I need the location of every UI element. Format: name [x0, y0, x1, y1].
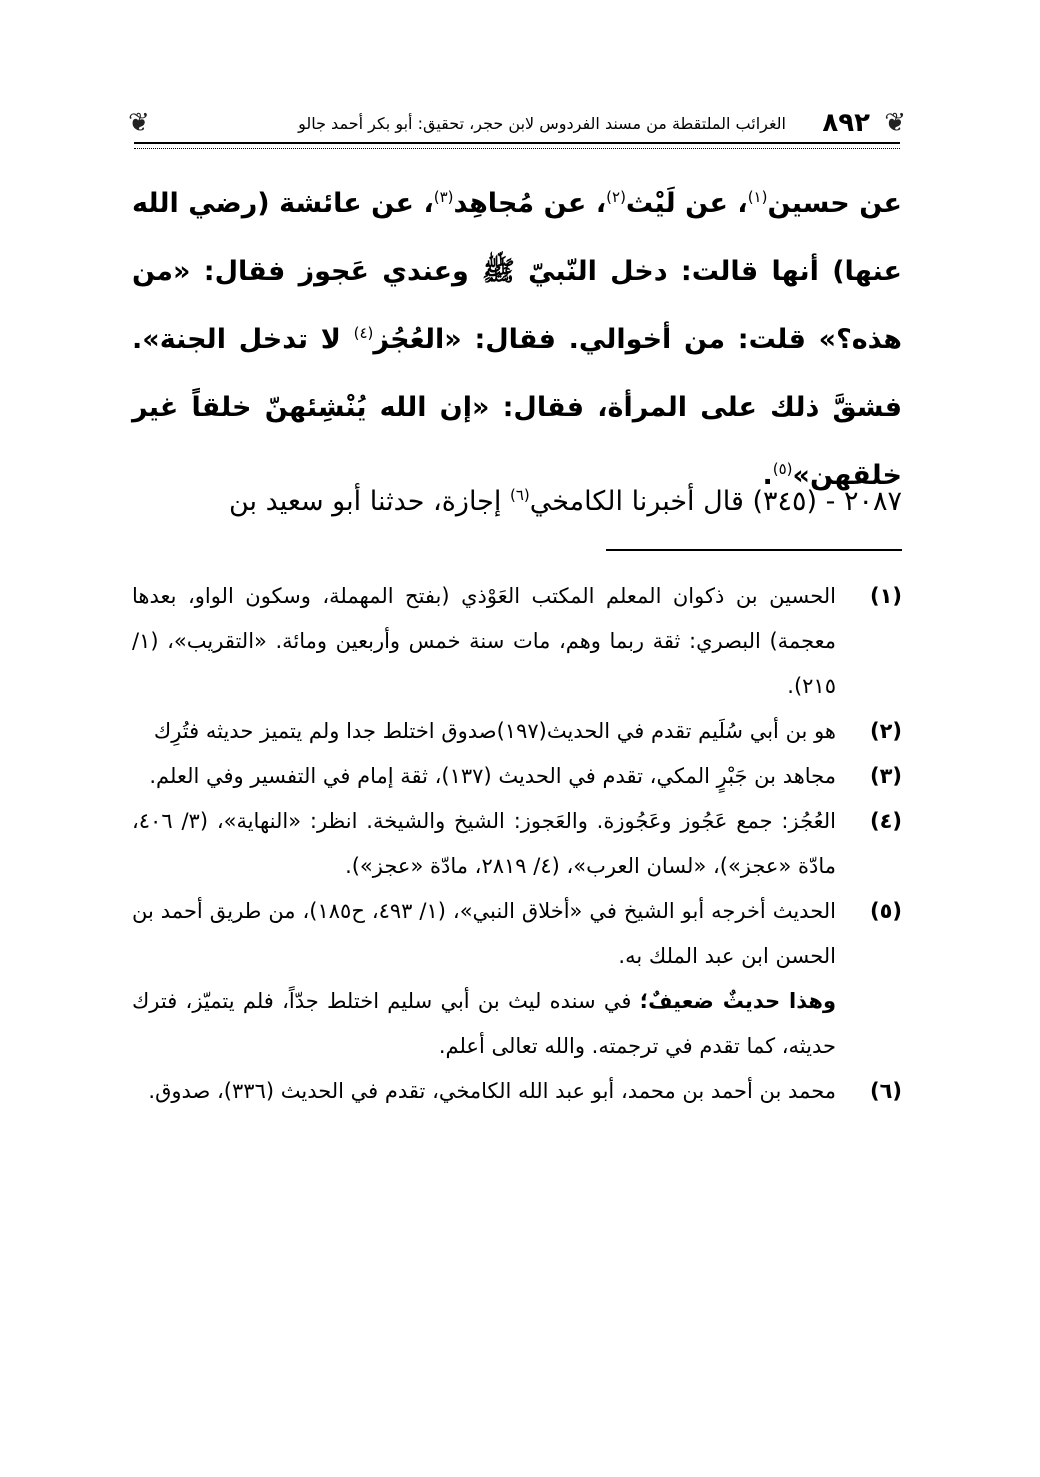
footnote-ref[interactable]: (٣) — [433, 188, 454, 206]
main-text-part: ، عن عائشة (رضي الله عنها) أنها قالت: دخل النّبيّ ﷺ وعندي عَجوز فقال: «من هذه؟» قلت: من أخوالي. فقال: «العُجُز — [132, 188, 902, 355]
main-text-part: عن حسين — [767, 188, 902, 219]
footnote-ref[interactable]: (١) — [747, 188, 768, 206]
page-number: ٨٩٢ — [822, 108, 870, 138]
header-rule — [134, 142, 900, 149]
footnote-number: (٦) — [869, 1079, 902, 1103]
footnote-ref[interactable]: (٦) — [509, 486, 530, 504]
footnote — [132, 754, 902, 799]
footnote-text: الحسين بن ذكوان المعلم المكتب العَوْذي (بفتح المهملة، وسكون الواو، بعدها معجمة) البصري: ثقة ربما وهم، مات سنة خمس وأربعين ومائة. «التقريب»، (١/ ٢١٥). — [132, 584, 836, 698]
footnote-text: الحديث أخرجه أبو الشيخ في «أخلاق النبي»، (١/ ٤٩٣، ح١٨٥)، من طريق أحمد بن الحسن ابن عبد الملك به. — [132, 899, 836, 968]
running-title: الغرائب الملتقطة من مسند الفردوس لابن حجر، تحقيق: أبو بكر أحمد جالو — [298, 114, 786, 133]
footnote-number: (٢) — [869, 719, 902, 743]
footnote-number: (٣) — [869, 764, 902, 788]
footnote-emphasis: وهذا حديثٌ ضعيفٌ؛ — [639, 989, 836, 1013]
floral-ornament-icon: ❦ — [128, 108, 150, 138]
hadith-text: إجازة، حدثنا أبو سعيد بن — [228, 486, 510, 517]
footnote-ref[interactable]: (٥) — [772, 460, 793, 478]
footnote-number: (٥) — [869, 899, 902, 923]
main-text-part: ، عن لَيْث — [625, 188, 748, 219]
footnotes — [132, 574, 902, 1114]
page-header — [128, 104, 906, 146]
footnote-text-rest: في سنده ليث بن أبي سليم اختلط جدّاً، فلم يتميّز، فترك حديثه، كما تقدم في ترجمته. والله تعالى أعلم. — [132, 989, 836, 1058]
footnote — [132, 799, 902, 889]
footnote — [132, 1069, 902, 1114]
footnote-number: (١) — [869, 584, 902, 608]
hadith-text: ٢٠٨٧ - (٣٤٥) قال أخبرنا الكامخي — [529, 486, 902, 517]
main-text-part: ، عن مُجاهِد — [453, 188, 607, 219]
footnote-text: العُجُز: جمع عَجُوز وعَجُوزة. والعَجوز: الشيخ والشيخة. انظر: «النهاية»، (٣/ ٤٠٦، مادّة «عجز»)، «لسان العرب»، (٤/ ٢٨١٩، مادّة «عجز»). — [132, 809, 836, 878]
footnote-ref[interactable]: (٢) — [606, 188, 626, 206]
footnote-separator — [606, 549, 902, 551]
footnote-text: هو بن أبي سُلَيم تقدم في الحديث(١٩٧)صدوق اختلط جدا ولم يتميز حديثه فتُرِك — [153, 719, 836, 743]
footnote — [132, 709, 902, 754]
main-paragraph — [132, 170, 902, 510]
footnote-text: مجاهد بن جَبْرٍ المكي، تقدم في الحديث (١٣٧)، ثقة إمام في التفسير وفي العلم. — [149, 764, 836, 788]
footnote — [132, 889, 902, 1069]
main-text-part: . — [762, 460, 773, 491]
main-text-part: لا تدخل الجنة». فشقَّ ذلك على المرأة، فقال: «إن الله يُنْشِئهنّ خلقاً غير خلقهن» — [132, 324, 902, 491]
footnote-text — [132, 979, 836, 1069]
footnote-number: (٤) — [869, 809, 902, 833]
footnote-ref[interactable]: (٤) — [353, 324, 374, 342]
main-text — [132, 170, 902, 510]
hadith-line — [132, 476, 902, 528]
footnote-text: محمد بن أحمد بن محمد، أبو عبد الله الكامخي، تقدم في الحديث (٣٣٦)، صدوق. — [148, 1079, 836, 1103]
floral-ornament-icon: ❦ — [884, 108, 906, 138]
footnote — [132, 574, 902, 709]
footnote-body — [132, 889, 836, 1069]
